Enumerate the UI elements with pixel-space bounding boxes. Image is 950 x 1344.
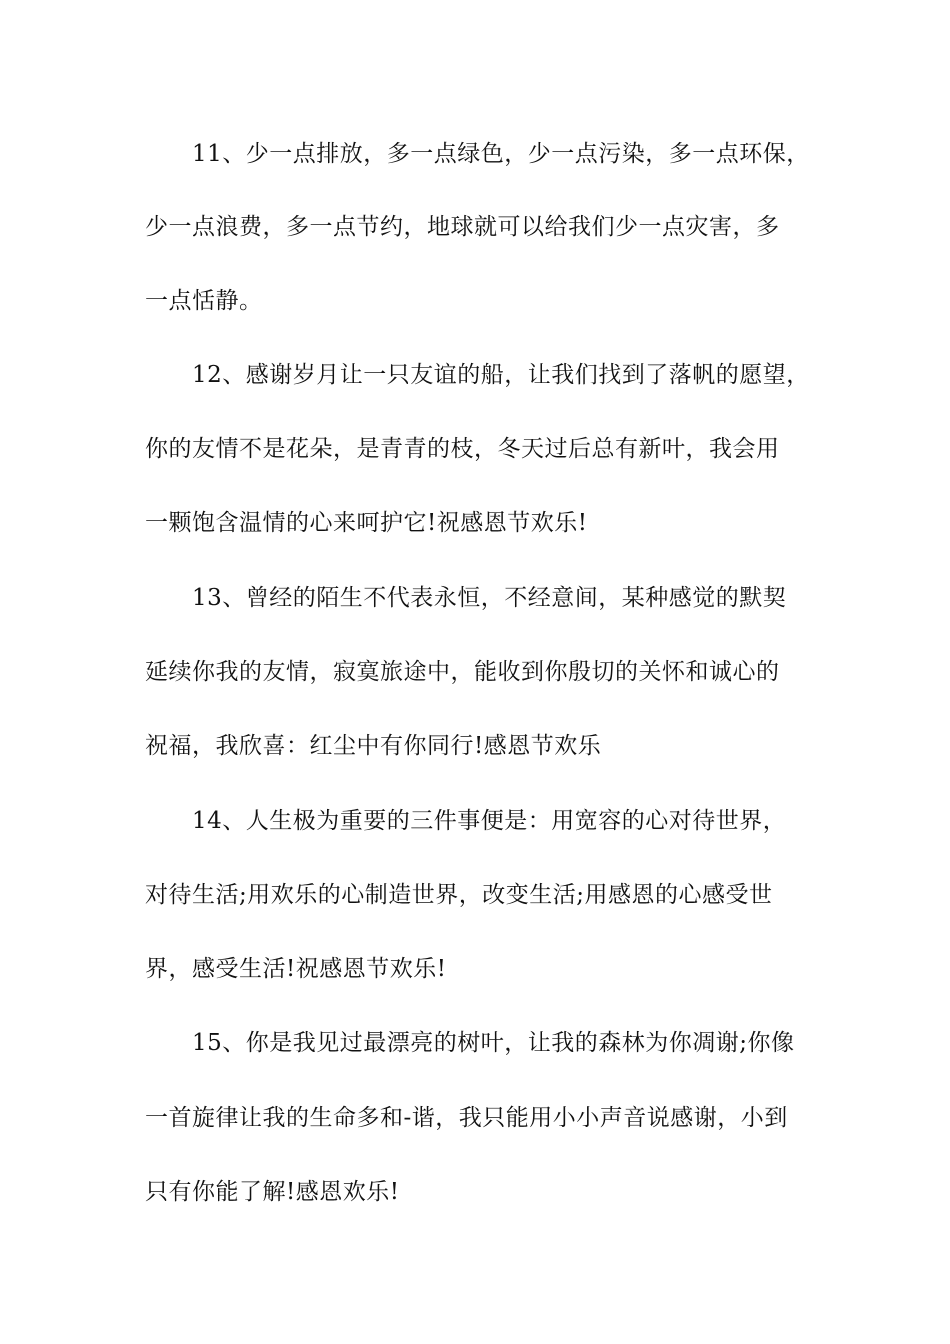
paragraph-12-line-2: 你的友情不是花朵，是青青的枝，冬天过后总有新叶，我会用 <box>145 436 780 462</box>
paragraph-13-line-2: 延续你我的友情，寂寞旅途中，能收到你殷切的关怀和诚心的 <box>145 659 780 685</box>
paragraph-13-line-3: 祝福，我欣喜：红尘中有你同行!感恩节欢乐 <box>145 733 602 759</box>
paragraph-14-line-3: 界，感受生活!祝感恩节欢乐! <box>145 956 447 982</box>
paragraph-11-line-1: 11、少一点排放，多一点绿色，少一点污染，多一点环保， <box>192 141 810 167</box>
paragraph-14-line-1: 14、人生极为重要的三件事便是：用宽容的心对待世界， <box>192 808 787 834</box>
paragraph-11-line-3: 一点恬静。 <box>145 288 263 314</box>
paragraph-14-line-2: 对待生活;用欢乐的心制造世界，改变生活;用感恩的心感受世 <box>145 882 773 908</box>
paragraph-15-line-3: 只有你能了解!感恩欢乐! <box>145 1179 400 1205</box>
paragraph-12-line-1: 12、感谢岁月让一只友谊的船，让我们找到了落帆的愿望， <box>192 362 810 388</box>
paragraph-12-line-3: 一颗饱含温情的心来呵护它!祝感恩节欢乐! <box>145 510 588 536</box>
paragraph-15-line-2: 一首旋律让我的生命多和-谐，我只能用小小声音说感谢，小到 <box>145 1105 788 1131</box>
paragraph-13-line-1: 13、曾经的陌生不代表永恒，不经意间，某种感觉的默契 <box>192 585 787 611</box>
paragraph-15-line-1: 15、你是我见过最漂亮的树叶，让我的森林为你凋谢;你像 <box>192 1030 795 1056</box>
paragraph-11-line-2: 少一点浪费，多一点节约，地球就可以给我们少一点灾害，多 <box>145 214 780 240</box>
